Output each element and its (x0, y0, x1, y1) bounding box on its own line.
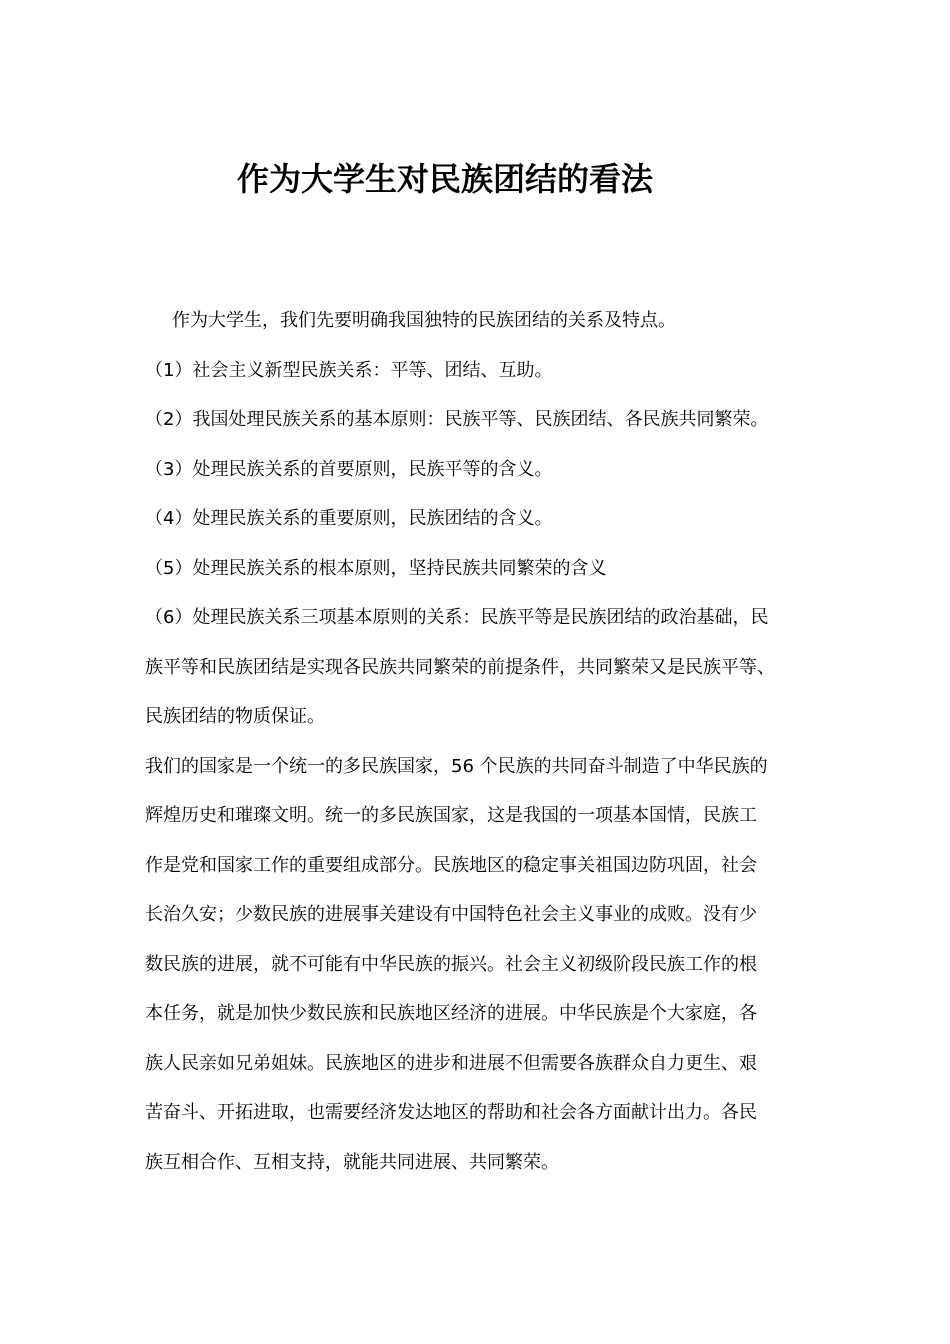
paragraph-line: 长治久安；少数民族的进展事关建设有中国特色社会主义事业的成败。没有少 (145, 904, 757, 925)
document-body (145, 296, 810, 1187)
list-item-3: （3）处理民族关系的首要原则，民族平等的含义。 (145, 458, 553, 480)
paragraph-line: 辉煌历史和璀璨文明。统一的多民族国家，这是我国的一项基本国情，民族工 (145, 805, 757, 826)
list-item-2: （2）我国处理民族关系的基本原则：民族平等、民族团结、各民族共同繁荣。 (145, 409, 769, 430)
list-item-1: （1）社会主义新型民族关系：平等、团结、互助。 (145, 359, 553, 381)
paragraph-line: 族人民亲如兄弟姐妹。民族地区的进步和进展不但需要各族群众自力更生、艰 (145, 1052, 757, 1074)
paragraph-line: 本任务，就是加快少数民族和民族地区经济的进展。中华民族是个大家庭，各 (145, 1003, 757, 1024)
intro-paragraph: 作为大学生，我们先要明确我国独特的民族团结的关系及特点。 (172, 310, 676, 331)
document-title: 作为大学生对民族团结的看法 (236, 160, 653, 198)
paragraph-line: 族互相合作、互相支持，就能共同进展、共同繁荣。 (145, 1151, 559, 1173)
paragraph-line: 作是党和国家工作的重要组成部分。民族地区的稳定事关祖国边防巩固，社会 (145, 854, 757, 876)
list-item-6-line: 民族团结的物质保证。 (145, 706, 325, 727)
list-item-6-line: （6）处理民族关系三项基本原则的关系：民族平等是民族团结的政治基础，民 (145, 607, 769, 628)
paragraph-line: 苦奋斗、开拓进取，也需要经济发达地区的帮助和社会各方面献计出力。各民 (145, 1102, 757, 1123)
list-item-5: （5）处理民族关系的根本原则，坚持民族共同繁荣的含义 (145, 557, 607, 579)
paragraph-line: 数民族的进展，就不可能有中华民族的振兴。社会主义初级阶段民族工作的根 (145, 953, 757, 975)
list-item-6-line: 族平等和民族团结是实现各民族共同繁荣的前提条件，共同繁荣又是民族平等、 (145, 656, 775, 678)
list-item-4: （4）处理民族关系的重要原则，民族团结的含义。 (145, 508, 553, 529)
body-paragraph (145, 742, 810, 1188)
paragraph-line: 我们的国家是一个统一的多民族国家，56 个民族的共同奋斗制造了中华民族的 (145, 755, 768, 777)
list-item-6 (145, 593, 810, 742)
